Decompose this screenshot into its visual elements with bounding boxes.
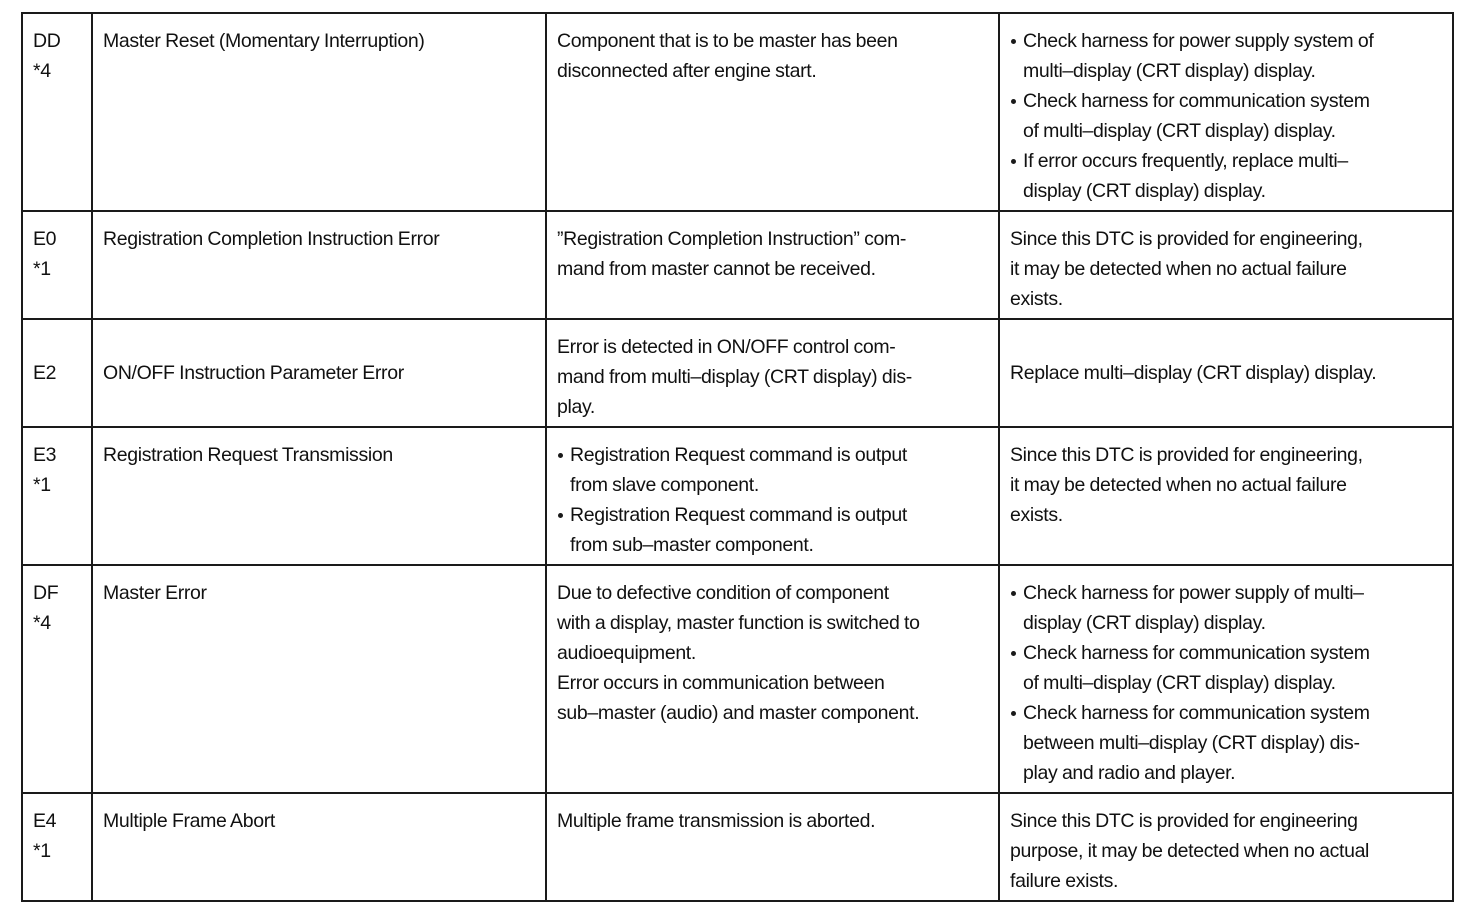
condition-cell [546,427,999,565]
condition-bullet-line: Registration Request command is output [557,500,989,530]
detection-item-cell [92,319,546,427]
dtc-code: DF [33,582,59,604]
condition-line: Error is detected in ON/OFF control com- [557,336,896,358]
remedy-line: Since this DTC is provided for engineering, [1010,228,1363,250]
remedy-line: Replace multi–display (CRT display) display. [1010,362,1377,384]
condition-line: ”Registration Completion Instruction” com- [557,228,907,250]
dtc-note: *4 [33,60,51,82]
detection-item: Registration Request Transmission [103,444,393,466]
remedy-bullet-line: Check harness for communication system [1010,86,1443,116]
remedy-line: it may be detected when no actual failure [1010,258,1347,280]
remedy-line: exists. [1010,504,1063,526]
condition-cell [546,793,999,901]
remedy-cell [999,427,1453,565]
dtc-code-cell [22,427,92,565]
remedy-line: of multi–display (CRT display) display. [1023,120,1336,142]
condition-cell [546,565,999,793]
remedy-cell [999,565,1453,793]
condition-line: Error occurs in communication between [557,672,885,694]
condition-line: audioequipment. [557,642,696,664]
condition-line: play. [557,396,595,418]
remedy-line: Since this DTC is provided for engineering [1010,810,1358,832]
detection-item: ON/OFF Instruction Parameter Error [103,362,404,384]
dtc-code: E0 [33,228,57,250]
remedy-bullet-line: If error occurs frequently, replace multi– [1010,146,1443,176]
detection-item: Master Reset (Momentary Interruption) [103,30,425,52]
condition-line: from slave component. [570,474,759,496]
condition-cell [546,211,999,319]
table-row [22,211,1453,319]
detection-item-cell [92,565,546,793]
remedy-cell [999,211,1453,319]
dtc-code: E2 [33,362,57,384]
condition-line: Multiple frame transmission is aborted. [557,810,876,832]
remedy-cell [999,319,1453,427]
condition-cell [546,13,999,211]
dtc-note: *1 [33,840,51,862]
remedy-bullet-line: Check harness for communication system [1010,638,1443,668]
remedy-bullet-line: Check harness for power supply system of [1010,26,1443,56]
remedy-line: purpose, it may be detected when no actual [1010,840,1370,862]
dtc-code-cell [22,211,92,319]
dtc-note: *4 [33,612,51,634]
remedy-cell [999,793,1453,901]
dtc-table [21,12,1454,902]
remedy-line: multi–display (CRT display) display. [1023,60,1316,82]
condition-line: Due to defective condition of component [557,582,889,604]
dtc-note: *1 [33,258,51,280]
condition-line: with a display, master function is switched to [557,612,920,634]
detection-item-cell [92,13,546,211]
detection-item-cell [92,793,546,901]
table-row [22,793,1453,901]
condition-bullet-line: Registration Request command is output [557,440,989,470]
remedy-line: play and radio and player. [1023,762,1236,784]
table-row [22,13,1453,211]
detection-item-cell [92,211,546,319]
detection-item: Master Error [103,582,207,604]
condition-line: mand from master cannot be received. [557,258,876,280]
dtc-code-cell [22,319,92,427]
remedy-line: between multi–display (CRT display) dis- [1023,732,1360,754]
dtc-code: E4 [33,810,57,832]
detection-item: Multiple Frame Abort [103,810,275,832]
remedy-line: failure exists. [1010,870,1119,892]
dtc-code-cell [22,13,92,211]
condition-line: sub–master (audio) and master component. [557,702,920,724]
remedy-line: exists. [1010,288,1063,310]
remedy-line: display (CRT display) display. [1023,612,1266,634]
condition-line: mand from multi–display (CRT display) dis- [557,366,912,388]
table-row [22,427,1453,565]
remedy-line: Since this DTC is provided for engineering, [1010,444,1363,466]
remedy-line: display (CRT display) display. [1023,180,1266,202]
dtc-code: E3 [33,444,57,466]
detection-item-cell [92,427,546,565]
detection-item: Registration Completion Instruction Error [103,228,440,250]
condition-line: disconnected after engine start. [557,60,817,82]
condition-line: Component that is to be master has been [557,30,898,52]
remedy-line: of multi–display (CRT display) display. [1023,672,1336,694]
dtc-code-cell [22,565,92,793]
dtc-code: DD [33,30,61,52]
dtc-code-cell [22,793,92,901]
condition-cell [546,319,999,427]
remedy-bullet-line: Check harness for power supply of multi– [1010,578,1443,608]
dtc-note: *1 [33,474,51,496]
table-row [22,565,1453,793]
condition-line: from sub–master component. [570,534,814,556]
table-row [22,319,1453,427]
remedy-cell [999,13,1453,211]
remedy-bullet-line: Check harness for communication system [1010,698,1443,728]
remedy-line: it may be detected when no actual failure [1010,474,1347,496]
